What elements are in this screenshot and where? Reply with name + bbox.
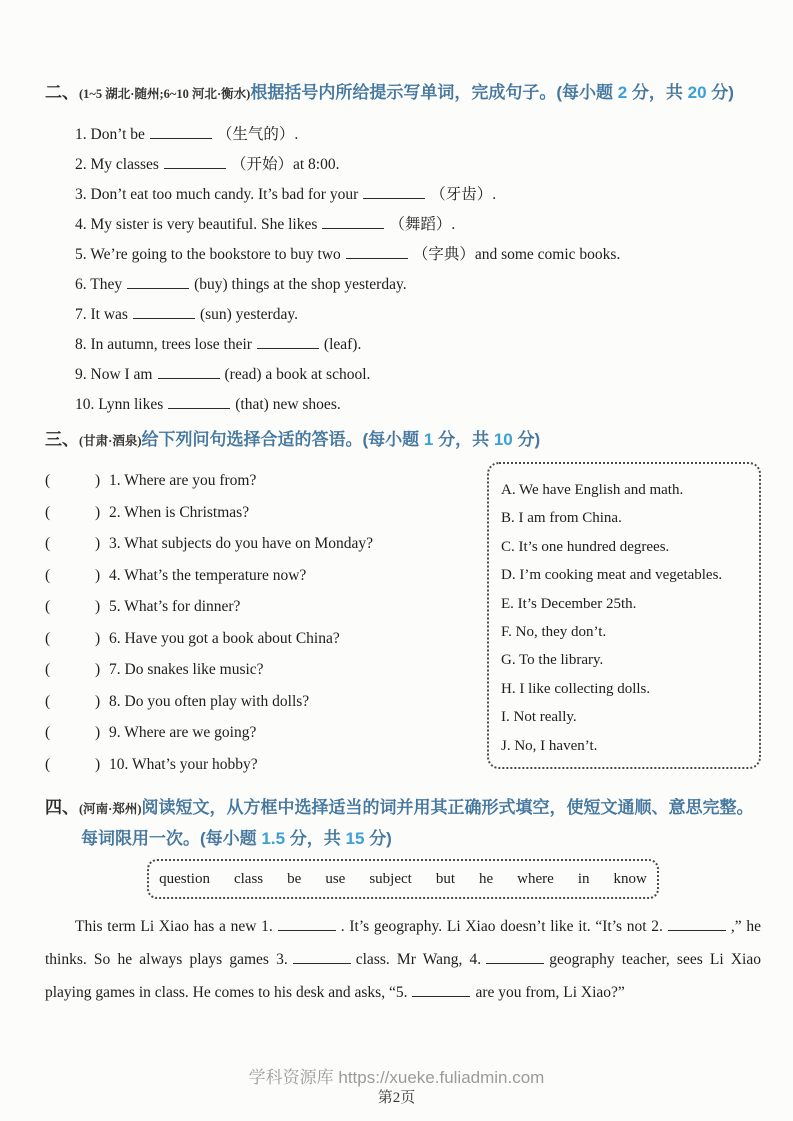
section2-instruction: 根据括号内所给提示写单词，完成句子。 <box>250 83 557 102</box>
section3-instruction: 给下列问句选择合适的答语。 <box>141 430 363 449</box>
fill-blank-item-3: 3. Don’t eat too much candy. It’s bad for your （牙齿）. <box>75 186 497 203</box>
word-bank-word: subject <box>369 870 412 887</box>
word-bank-word: in <box>577 870 590 887</box>
fill-blank-item-5: 5. We’re going to the bookstore to buy two （字典）and some comic books. <box>75 246 621 263</box>
word-bank-word: question <box>159 870 210 887</box>
page-number: 第2页 <box>377 1090 416 1106</box>
section2-source: (1~5 湖北·随州;6~10 河北·衡水) <box>79 87 251 101</box>
fill-blank-item-1: 1. Don’t be （生气的）. <box>75 126 299 143</box>
word-bank-word: know <box>613 870 647 887</box>
question-row-5: ( ) 5. What’s for dinner? <box>45 598 241 615</box>
word-bank-word: use <box>325 870 346 887</box>
section2-header <box>45 78 761 109</box>
word-bank-box <box>147 859 659 899</box>
answer-blank <box>322 214 384 229</box>
question-row-4: ( ) 4. What’s the temperature now? <box>45 566 307 584</box>
answer-blank <box>168 394 230 409</box>
answer-option-D: D. I’m cooking meat and vegetables. <box>501 567 723 584</box>
section2-number: 二、 <box>45 83 79 102</box>
answer-blank <box>164 154 226 169</box>
question-row-9: ( ) 9. Where are we going? <box>45 724 257 741</box>
answer-blank <box>363 184 425 199</box>
section4-source: (河南·郑州) <box>79 802 142 816</box>
question-row-2: ( ) 2. When is Christmas? <box>45 503 250 521</box>
answer-option-G: G. To the library. <box>501 652 604 669</box>
fill-blank-item-2: 2. My classes （开始）at 8:00. <box>75 156 340 173</box>
answer-blank <box>158 364 220 379</box>
answer-blank <box>133 304 195 319</box>
answer-option-F: F. No, they don’t. <box>501 624 607 641</box>
word-bank-word: but <box>435 870 455 887</box>
fill-blank-item-8: 8. In autumn, trees lose their (leaf). <box>75 336 362 353</box>
section3-header <box>45 425 761 456</box>
section4-instruction: 阅读短文，从方框中选择适当的词并用其正确形式填空，使短文通顺、意思完整。每词限用一次。 <box>81 798 754 848</box>
answer-option-C: C. It’s one hundred degrees. <box>501 538 670 555</box>
cloze-passage: This term Li Xiao has a new 1. . It’s geography. Li Xiao doesn’t like it. “It’s not 2. ,” he thinks. So he always plays games 3. class. Mr Wang, 4. geography teacher, sees Li Xiao playing games in class. He comes to his desk and asks, “5. are you from, Li Xiao?” <box>45 918 762 1001</box>
answer-option-E: E. It’s December 25th. <box>501 595 637 612</box>
passage-blank-3 <box>293 949 351 964</box>
section4-header <box>45 793 761 854</box>
passage-blank-2 <box>668 916 726 931</box>
answer-option-J: J. No, I haven’t. <box>501 737 598 754</box>
fill-blank-item-7: 7. It was (sun) yesterday. <box>75 306 298 323</box>
answer-option-A: A. We have English and math. <box>501 482 684 498</box>
section3-body <box>45 465 761 780</box>
answer-option-B: B. I am from China. <box>501 510 622 527</box>
question-row-6: ( ) 6. Have you got a book about China? <box>45 629 340 647</box>
fill-blank-item-10: 10. Lynn likes (that) new shoes. <box>75 396 341 413</box>
answer-options-box <box>487 462 761 769</box>
fill-blank-item-9: 9. Now I am (read) a book at school. <box>75 366 371 383</box>
passage-blank-4 <box>486 949 544 964</box>
passage-blank-5 <box>412 982 470 997</box>
word-bank-word: class <box>233 870 264 887</box>
question-row-1: ( ) 1. Where are you from? <box>45 472 257 489</box>
question-row-7: ( ) 7. Do snakes like music? <box>45 661 264 678</box>
word-bank-word: be <box>287 870 302 887</box>
section3-questions <box>45 465 487 780</box>
question-row-8: ( ) 8. Do you often play with dolls? <box>45 692 310 710</box>
answer-blank <box>257 334 319 349</box>
answer-blank <box>346 244 408 259</box>
word-bank-word: where <box>517 870 554 887</box>
section2-score: (每小题 2 分，共 20 分) <box>556 83 734 102</box>
section3-score: (每小题 1 分，共 10 分) <box>362 430 541 449</box>
answer-blank <box>150 124 212 139</box>
answer-option-H: H. I like collecting dolls. <box>501 680 651 697</box>
section4-score: (每小题 1.5 分，共 15 分) <box>200 829 392 848</box>
section2-items <box>45 120 761 420</box>
section3-source: (甘肃·酒泉) <box>79 434 142 448</box>
answer-option-I: I. Not really. <box>501 709 577 726</box>
question-row-3: ( ) 3. What subjects do you have on Monday? <box>45 535 374 552</box>
fill-blank-item-6: 6. They (buy) things at the shop yesterday. <box>75 276 407 293</box>
section4-number: 四、 <box>45 798 79 817</box>
watermark-text: 学科资源库 https://xueke.fuliadmin.com <box>248 1068 545 1087</box>
fill-blank-item-4: 4. My sister is very beautiful. She likes （舞蹈）. <box>75 216 456 233</box>
word-bank-word: he <box>479 870 494 887</box>
passage-blank-1 <box>278 916 336 931</box>
section3-number: 三、 <box>45 430 79 449</box>
question-row-10: ( ) 10. What’s your hobby? <box>45 755 258 773</box>
answer-blank <box>127 274 189 289</box>
